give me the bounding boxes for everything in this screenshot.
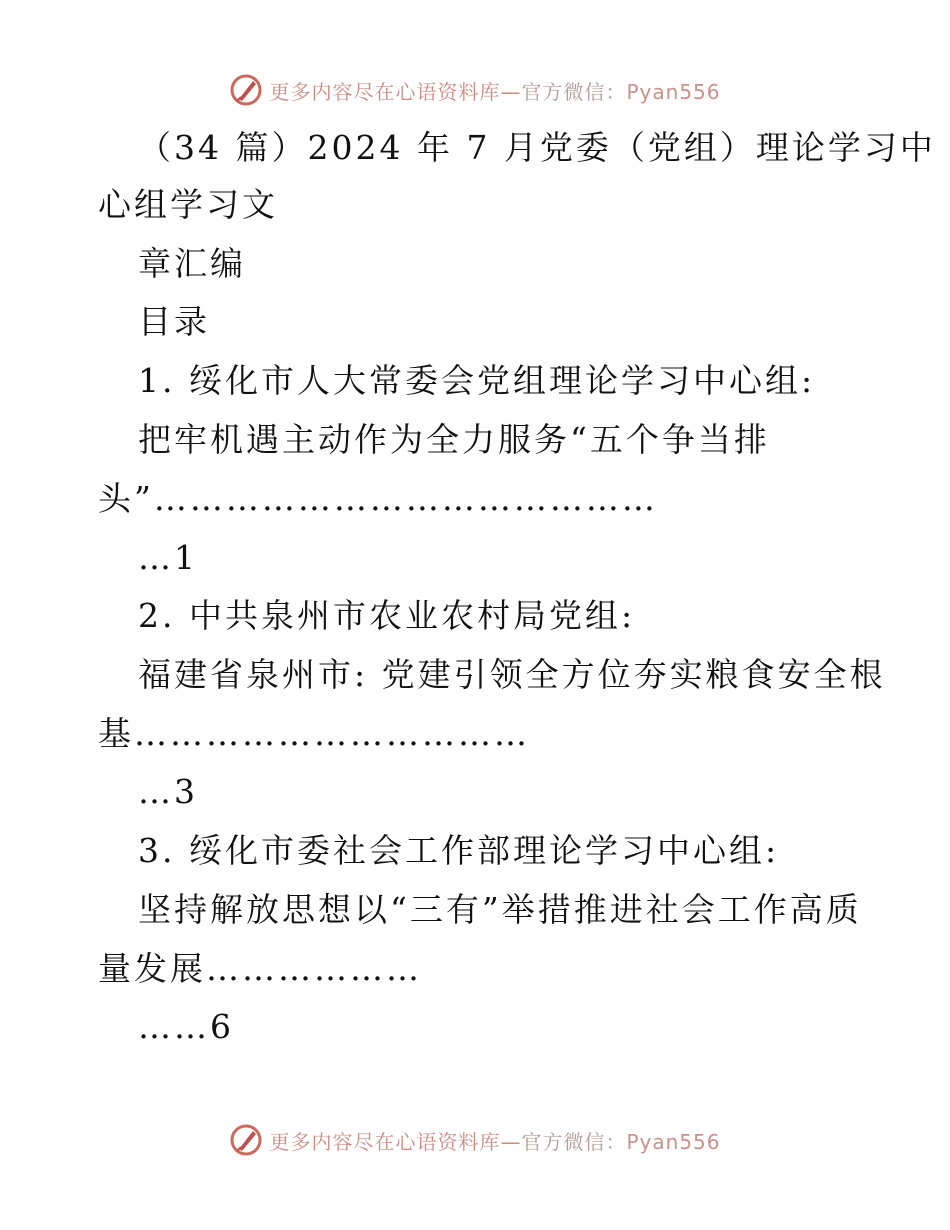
header-watermark [0, 70, 950, 110]
watermark-text: 更多内容尽在心语资料库—官方微信：Pyan556 [269, 79, 721, 104]
toc-heading: 目录 [138, 302, 210, 341]
quill-pen-logo-icon [229, 73, 263, 107]
toc-entry-page: …3 [138, 772, 198, 811]
toc-entry-title: 福建省泉州市: 党建引领全方位夯实粮食安全根 [138, 655, 886, 694]
toc-entry-title: 把牢机遇主动作为全力服务“五个争当排 [138, 420, 770, 459]
toc-entry-org: 1. 绥化市人大常委会党组理论学习中心组: [138, 361, 816, 400]
footer-watermark [0, 1120, 950, 1160]
toc-entry-page: …1 [138, 538, 198, 577]
watermark-text: 更多内容尽在心语资料库—官方微信：Pyan556 [269, 1129, 721, 1154]
toc-entry-title-leader: 量发展……………… [98, 949, 422, 988]
doc-title-line-1: （34 篇）2024 年 7 月党委（党组）理论学习中 [138, 128, 936, 167]
toc-entry-title: 坚持解放思想以“三有”举措推进社会工作高质 [138, 890, 862, 929]
quill-pen-logo-icon [229, 1123, 263, 1157]
toc-entry-title-leader: 头”…………………………………… [98, 479, 658, 518]
doc-title-line-2: 心组学习文 [98, 185, 278, 224]
doc-title-line-3: 章汇编 [138, 244, 246, 283]
toc-entry-org: 2. 中共泉州市农业农村局党组: [138, 596, 636, 635]
toc-entry-title-leader: 基…………………………… [98, 714, 530, 753]
toc-entry-page: ……6 [138, 1007, 234, 1046]
toc-entry-org: 3. 绥化市委社会工作部理论学习中心组: [138, 831, 780, 870]
